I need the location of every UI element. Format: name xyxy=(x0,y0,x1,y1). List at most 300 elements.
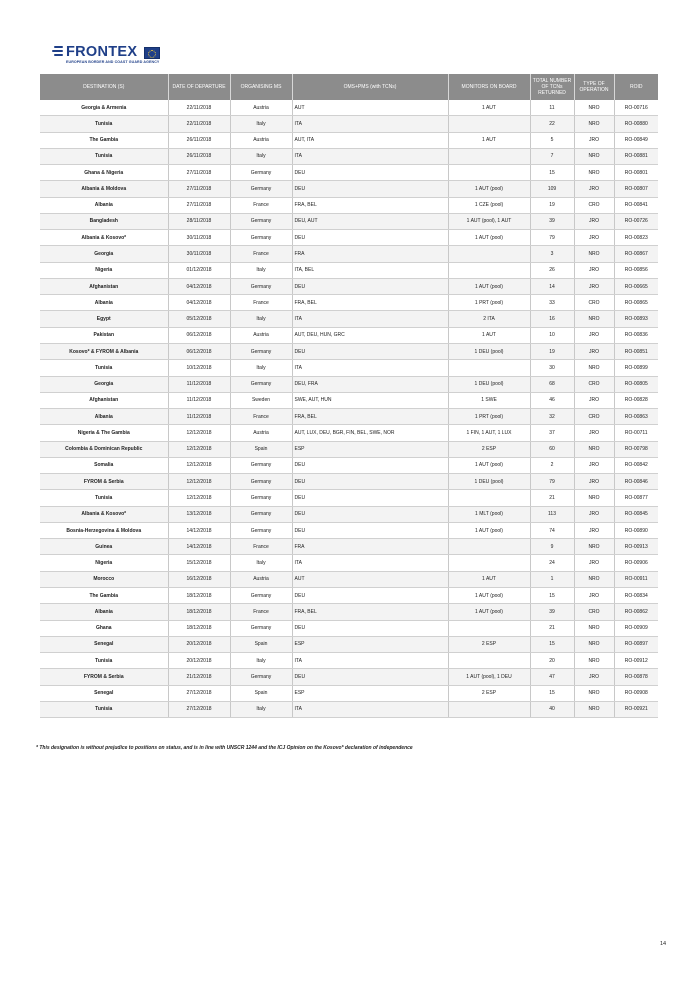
cell-organising-ms: Germany xyxy=(230,343,292,359)
cell-date: 14/12/2018 xyxy=(168,522,230,538)
cell-organising-ms: Germany xyxy=(230,620,292,636)
cell-date: 12/12/2018 xyxy=(168,441,230,457)
cell-total: 19 xyxy=(530,343,574,359)
table-row xyxy=(40,262,658,278)
table-row xyxy=(40,213,658,229)
cell-roid: RO-00711 xyxy=(614,425,658,441)
cell-type: CRO xyxy=(574,295,614,311)
cell-organising-ms: Italy xyxy=(230,555,292,571)
cell-monitors: 1 AUT (pool) xyxy=(448,278,530,294)
cell-organising-ms: France xyxy=(230,295,292,311)
cell-date: 12/12/2018 xyxy=(168,474,230,490)
cell-roid: RO-00807 xyxy=(614,181,658,197)
cell-roid: RO-00911 xyxy=(614,571,658,587)
cell-total: 20 xyxy=(530,653,574,669)
eu-flag-icon xyxy=(144,47,160,59)
cell-oms-pms: ESP xyxy=(292,685,448,701)
cell-date: 15/12/2018 xyxy=(168,555,230,571)
cell-oms-pms: ITA xyxy=(292,148,448,164)
cell-organising-ms: France xyxy=(230,409,292,425)
cell-organising-ms: Italy xyxy=(230,116,292,132)
cell-type: JRO xyxy=(574,230,614,246)
cell-destination: Albania xyxy=(40,604,168,620)
cell-roid: RO-00862 xyxy=(614,604,658,620)
cell-type: CRO xyxy=(574,604,614,620)
footnote: * This designation is without prejudice to positions on status, and is in line with UNSCR 1244 and the ICJ Opinion on the Kosovo* declaration of independence xyxy=(36,745,413,751)
cell-type: JRO xyxy=(574,425,614,441)
cell-organising-ms: Germany xyxy=(230,230,292,246)
cell-destination: Tunisia xyxy=(40,360,168,376)
cell-monitors: 1 AUT (pool) xyxy=(448,522,530,538)
cell-roid: RO-00863 xyxy=(614,409,658,425)
table-row xyxy=(40,474,658,490)
cell-total: 79 xyxy=(530,474,574,490)
cell-organising-ms: Italy xyxy=(230,148,292,164)
cell-total: 39 xyxy=(530,213,574,229)
cell-roid: RO-00912 xyxy=(614,653,658,669)
cell-organising-ms: Germany xyxy=(230,213,292,229)
column-header-roid: ROID xyxy=(614,74,658,100)
cell-destination: Albania xyxy=(40,409,168,425)
cell-roid: RO-00665 xyxy=(614,278,658,294)
cell-oms-pms: DEU xyxy=(292,457,448,473)
cell-organising-ms: Germany xyxy=(230,376,292,392)
cell-total: 47 xyxy=(530,669,574,685)
cell-oms-pms: ESP xyxy=(292,636,448,652)
cell-oms-pms: FRA, BEL xyxy=(292,197,448,213)
cell-date: 12/12/2018 xyxy=(168,490,230,506)
cell-type: CRO xyxy=(574,409,614,425)
table-row xyxy=(40,295,658,311)
cell-monitors xyxy=(448,701,530,717)
table-row xyxy=(40,669,658,685)
cell-date: 28/11/2018 xyxy=(168,213,230,229)
table-row xyxy=(40,392,658,408)
cell-roid: RO-00867 xyxy=(614,246,658,262)
cell-organising-ms: Germany xyxy=(230,165,292,181)
cell-monitors xyxy=(448,555,530,571)
cell-date: 14/12/2018 xyxy=(168,539,230,555)
cell-roid: RO-00897 xyxy=(614,636,658,652)
cell-date: 27/12/2018 xyxy=(168,701,230,717)
cell-date: 13/12/2018 xyxy=(168,506,230,522)
cell-oms-pms: AUT, ITA xyxy=(292,132,448,148)
cell-destination: Tunisia xyxy=(40,148,168,164)
frontex-mark-icon xyxy=(52,46,64,59)
cell-type: NRO xyxy=(574,701,614,717)
cell-destination: Senegal xyxy=(40,685,168,701)
cell-monitors: 1 AUT (pool) xyxy=(448,587,530,603)
cell-date: 11/12/2018 xyxy=(168,409,230,425)
logo-subtitle: EUROPEAN BORDER AND COAST GUARD AGENCY xyxy=(66,60,160,64)
cell-type: JRO xyxy=(574,343,614,359)
cell-total: 68 xyxy=(530,376,574,392)
cell-oms-pms: FRA, BEL xyxy=(292,295,448,311)
cell-oms-pms: ITA xyxy=(292,653,448,669)
cell-monitors: 1 SWE xyxy=(448,392,530,408)
cell-monitors: 1 MLT (pool) xyxy=(448,506,530,522)
cell-type: JRO xyxy=(574,327,614,343)
cell-monitors xyxy=(448,116,530,132)
cell-organising-ms: Germany xyxy=(230,457,292,473)
cell-destination: Bangladesh xyxy=(40,213,168,229)
cell-total: 60 xyxy=(530,441,574,457)
cell-oms-pms: ITA xyxy=(292,701,448,717)
cell-type: NRO xyxy=(574,620,614,636)
cell-total: 9 xyxy=(530,539,574,555)
page-number: 14 xyxy=(660,941,667,947)
cell-type: JRO xyxy=(574,392,614,408)
cell-oms-pms: SWE, AUT, HUN xyxy=(292,392,448,408)
cell-monitors xyxy=(448,148,530,164)
cell-oms-pms: DEU xyxy=(292,474,448,490)
cell-oms-pms: DEU xyxy=(292,343,448,359)
cell-date: 06/12/2018 xyxy=(168,343,230,359)
cell-organising-ms: Italy xyxy=(230,360,292,376)
cell-oms-pms: DEU xyxy=(292,230,448,246)
cell-destination: Albania & Kosovo* xyxy=(40,230,168,246)
cell-destination: Pakistan xyxy=(40,327,168,343)
cell-destination: Bosnia-Herzegovina & Moldova xyxy=(40,522,168,538)
table-row xyxy=(40,571,658,587)
column-header-organising-ms: ORGANISING MS xyxy=(230,74,292,100)
cell-monitors: 1 AUT (pool), 1 AUT xyxy=(448,213,530,229)
table-row xyxy=(40,230,658,246)
cell-organising-ms: Germany xyxy=(230,181,292,197)
cell-monitors: 1 AUT xyxy=(448,100,530,116)
cell-organising-ms: Germany xyxy=(230,506,292,522)
cell-date: 18/12/2018 xyxy=(168,604,230,620)
cell-total: 32 xyxy=(530,409,574,425)
cell-total: 5 xyxy=(530,132,574,148)
cell-destination: Afghanistan xyxy=(40,278,168,294)
cell-oms-pms: DEU xyxy=(292,620,448,636)
cell-monitors: 1 AUT (pool) xyxy=(448,181,530,197)
cell-monitors: 1 AUT (pool), 1 DEU xyxy=(448,669,530,685)
table-row xyxy=(40,197,658,213)
cell-type: NRO xyxy=(574,246,614,262)
cell-type: NRO xyxy=(574,490,614,506)
cell-total: 74 xyxy=(530,522,574,538)
table-row xyxy=(40,506,658,522)
cell-total: 21 xyxy=(530,620,574,636)
cell-type: CRO xyxy=(574,197,614,213)
cell-organising-ms: France xyxy=(230,604,292,620)
cell-type: NRO xyxy=(574,653,614,669)
table-row xyxy=(40,343,658,359)
cell-roid: RO-00716 xyxy=(614,100,658,116)
table-row xyxy=(40,587,658,603)
table-row xyxy=(40,409,658,425)
cell-destination: Tunisia xyxy=(40,653,168,669)
table-row xyxy=(40,181,658,197)
cell-destination: The Gambia xyxy=(40,132,168,148)
cell-total: 11 xyxy=(530,100,574,116)
cell-oms-pms: ITA xyxy=(292,555,448,571)
cell-monitors xyxy=(448,262,530,278)
frontex-logo xyxy=(50,44,170,68)
cell-oms-pms: AUT xyxy=(292,100,448,116)
cell-type: NRO xyxy=(574,441,614,457)
cell-date: 21/12/2018 xyxy=(168,669,230,685)
table-row xyxy=(40,100,658,116)
cell-monitors: 1 PRT (pool) xyxy=(448,409,530,425)
cell-destination: FYROM & Serbia xyxy=(40,474,168,490)
cell-type: JRO xyxy=(574,669,614,685)
cell-organising-ms: Italy xyxy=(230,701,292,717)
cell-monitors: 1 AUT xyxy=(448,132,530,148)
cell-type: NRO xyxy=(574,539,614,555)
cell-roid: RO-00828 xyxy=(614,392,658,408)
cell-destination: Afghanistan xyxy=(40,392,168,408)
cell-destination: Morocco xyxy=(40,571,168,587)
cell-roid: RO-00909 xyxy=(614,620,658,636)
cell-date: 05/12/2018 xyxy=(168,311,230,327)
cell-organising-ms: France xyxy=(230,246,292,262)
cell-date: 22/11/2018 xyxy=(168,116,230,132)
cell-destination: Nigeria & The Gambia xyxy=(40,425,168,441)
column-header-date: DATE OF DEPARTURE xyxy=(168,74,230,100)
cell-type: CRO xyxy=(574,376,614,392)
cell-total: 1 xyxy=(530,571,574,587)
table-header-row xyxy=(40,74,658,100)
cell-oms-pms: DEU xyxy=(292,165,448,181)
table-row xyxy=(40,620,658,636)
cell-roid: RO-00836 xyxy=(614,327,658,343)
cell-date: 18/12/2018 xyxy=(168,587,230,603)
table-row xyxy=(40,441,658,457)
cell-organising-ms: Italy xyxy=(230,262,292,278)
cell-type: JRO xyxy=(574,213,614,229)
cell-oms-pms: AUT xyxy=(292,571,448,587)
cell-total: 30 xyxy=(530,360,574,376)
cell-type: JRO xyxy=(574,506,614,522)
return-operations-table xyxy=(40,74,658,718)
cell-type: JRO xyxy=(574,262,614,278)
cell-total: 2 xyxy=(530,457,574,473)
cell-total: 33 xyxy=(530,295,574,311)
cell-total: 46 xyxy=(530,392,574,408)
cell-type: JRO xyxy=(574,457,614,473)
cell-monitors: 1 FIN, 1 AUT, 1 LUX xyxy=(448,425,530,441)
cell-roid: RO-00877 xyxy=(614,490,658,506)
cell-destination: Tunisia xyxy=(40,701,168,717)
cell-roid: RO-00842 xyxy=(614,457,658,473)
table-row xyxy=(40,522,658,538)
cell-roid: RO-00890 xyxy=(614,522,658,538)
cell-monitors xyxy=(448,653,530,669)
cell-type: NRO xyxy=(574,100,614,116)
column-header-oms-pms: OMS+PMS (with TCNs) xyxy=(292,74,448,100)
cell-monitors: 2 ESP xyxy=(448,685,530,701)
cell-oms-pms: DEU xyxy=(292,506,448,522)
cell-organising-ms: France xyxy=(230,197,292,213)
cell-organising-ms: Spain xyxy=(230,441,292,457)
cell-roid: RO-00878 xyxy=(614,669,658,685)
cell-type: JRO xyxy=(574,278,614,294)
cell-destination: Albania xyxy=(40,295,168,311)
cell-organising-ms: Germany xyxy=(230,669,292,685)
cell-oms-pms: ITA, BEL xyxy=(292,262,448,278)
cell-date: 04/12/2018 xyxy=(168,278,230,294)
cell-total: 22 xyxy=(530,116,574,132)
cell-type: NRO xyxy=(574,148,614,164)
cell-roid: RO-00906 xyxy=(614,555,658,571)
cell-monitors: 1 CZE (pool) xyxy=(448,197,530,213)
cell-type: NRO xyxy=(574,165,614,181)
cell-total: 109 xyxy=(530,181,574,197)
cell-oms-pms: DEU, FRA xyxy=(292,376,448,392)
cell-type: NRO xyxy=(574,571,614,587)
column-header-total: TOTAL NUMBER OF TCNs RETURNED xyxy=(530,74,574,100)
cell-total: 3 xyxy=(530,246,574,262)
table-row xyxy=(40,636,658,652)
cell-organising-ms: Italy xyxy=(230,311,292,327)
cell-destination: Egypt xyxy=(40,311,168,327)
table-row xyxy=(40,457,658,473)
cell-date: 22/11/2018 xyxy=(168,100,230,116)
cell-type: JRO xyxy=(574,181,614,197)
table-row xyxy=(40,425,658,441)
cell-type: JRO xyxy=(574,522,614,538)
cell-oms-pms: FRA, BEL xyxy=(292,604,448,620)
cell-organising-ms: Austria xyxy=(230,425,292,441)
cell-date: 11/12/2018 xyxy=(168,392,230,408)
cell-type: NRO xyxy=(574,360,614,376)
cell-monitors xyxy=(448,165,530,181)
cell-organising-ms: Germany xyxy=(230,490,292,506)
cell-oms-pms: DEU xyxy=(292,522,448,538)
cell-monitors: 1 AUT xyxy=(448,571,530,587)
cell-type: JRO xyxy=(574,132,614,148)
cell-total: 24 xyxy=(530,555,574,571)
cell-organising-ms: France xyxy=(230,539,292,555)
column-header-monitors: MONITORS ON BOARD xyxy=(448,74,530,100)
cell-total: 113 xyxy=(530,506,574,522)
cell-total: 21 xyxy=(530,490,574,506)
cell-type: NRO xyxy=(574,311,614,327)
cell-monitors: 1 DEU (pool) xyxy=(448,376,530,392)
cell-date: 16/12/2018 xyxy=(168,571,230,587)
cell-date: 27/11/2018 xyxy=(168,165,230,181)
cell-oms-pms: FRA, BEL xyxy=(292,409,448,425)
table-row xyxy=(40,604,658,620)
cell-destination: Senegal xyxy=(40,636,168,652)
cell-monitors xyxy=(448,539,530,555)
cell-type: JRO xyxy=(574,555,614,571)
cell-oms-pms: ITA xyxy=(292,360,448,376)
cell-monitors: 2 ITA xyxy=(448,311,530,327)
cell-date: 27/11/2018 xyxy=(168,197,230,213)
cell-type: NRO xyxy=(574,116,614,132)
cell-total: 7 xyxy=(530,148,574,164)
cell-organising-ms: Austria xyxy=(230,571,292,587)
cell-destination: Somalia xyxy=(40,457,168,473)
cell-monitors: 1 AUT xyxy=(448,327,530,343)
cell-destination: Nigeria xyxy=(40,262,168,278)
cell-destination: Georgia xyxy=(40,376,168,392)
cell-destination: Nigeria xyxy=(40,555,168,571)
cell-roid: RO-00921 xyxy=(614,701,658,717)
cell-destination: Tunisia xyxy=(40,116,168,132)
cell-organising-ms: Austria xyxy=(230,100,292,116)
cell-roid: RO-00834 xyxy=(614,587,658,603)
table-row xyxy=(40,311,658,327)
cell-destination: Albania xyxy=(40,197,168,213)
cell-oms-pms: DEU, AUT xyxy=(292,213,448,229)
table-row xyxy=(40,701,658,717)
cell-total: 37 xyxy=(530,425,574,441)
table-row xyxy=(40,278,658,294)
cell-monitors: 1 DEU (pool) xyxy=(448,343,530,359)
cell-monitors xyxy=(448,490,530,506)
table-row xyxy=(40,685,658,701)
cell-roid: RO-00726 xyxy=(614,213,658,229)
cell-date: 12/12/2018 xyxy=(168,425,230,441)
cell-roid: RO-00908 xyxy=(614,685,658,701)
cell-date: 30/11/2018 xyxy=(168,246,230,262)
cell-destination: Kosovo* & FYROM & Albania xyxy=(40,343,168,359)
cell-total: 79 xyxy=(530,230,574,246)
cell-monitors xyxy=(448,360,530,376)
cell-date: 18/12/2018 xyxy=(168,620,230,636)
cell-monitors: 1 AUT (pool) xyxy=(448,230,530,246)
cell-organising-ms: Austria xyxy=(230,327,292,343)
cell-date: 01/12/2018 xyxy=(168,262,230,278)
cell-roid: RO-00801 xyxy=(614,165,658,181)
cell-roid: RO-00899 xyxy=(614,360,658,376)
cell-monitors: 1 PRT (pool) xyxy=(448,295,530,311)
cell-oms-pms: FRA xyxy=(292,539,448,555)
cell-date: 30/11/2018 xyxy=(168,230,230,246)
cell-roid: RO-00845 xyxy=(614,506,658,522)
cell-destination: Albania & Kosovo* xyxy=(40,506,168,522)
cell-organising-ms: Spain xyxy=(230,685,292,701)
cell-total: 40 xyxy=(530,701,574,717)
cell-date: 26/11/2018 xyxy=(168,148,230,164)
cell-date: 26/11/2018 xyxy=(168,132,230,148)
logo-text: FRONTEX xyxy=(66,44,138,60)
cell-roid: RO-00798 xyxy=(614,441,658,457)
table-row xyxy=(40,360,658,376)
cell-date: 27/12/2018 xyxy=(168,685,230,701)
cell-date: 12/12/2018 xyxy=(168,457,230,473)
table-row xyxy=(40,490,658,506)
table-row xyxy=(40,165,658,181)
table-row xyxy=(40,555,658,571)
cell-date: 10/12/2018 xyxy=(168,360,230,376)
column-header-type: TYPE OF OPERATION xyxy=(574,74,614,100)
cell-date: 27/11/2018 xyxy=(168,181,230,197)
cell-total: 14 xyxy=(530,278,574,294)
cell-total: 39 xyxy=(530,604,574,620)
cell-roid: RO-00805 xyxy=(614,376,658,392)
cell-total: 16 xyxy=(530,311,574,327)
cell-oms-pms: ESP xyxy=(292,441,448,457)
cell-oms-pms: DEU xyxy=(292,278,448,294)
cell-total: 26 xyxy=(530,262,574,278)
cell-total: 15 xyxy=(530,636,574,652)
cell-organising-ms: Austria xyxy=(230,132,292,148)
cell-roid: RO-00846 xyxy=(614,474,658,490)
cell-date: 20/12/2018 xyxy=(168,636,230,652)
cell-destination: Ghana xyxy=(40,620,168,636)
cell-destination: Georgia & Armenia xyxy=(40,100,168,116)
cell-oms-pms: DEU xyxy=(292,587,448,603)
cell-roid: RO-00849 xyxy=(614,132,658,148)
cell-total: 19 xyxy=(530,197,574,213)
cell-roid: RO-00823 xyxy=(614,230,658,246)
